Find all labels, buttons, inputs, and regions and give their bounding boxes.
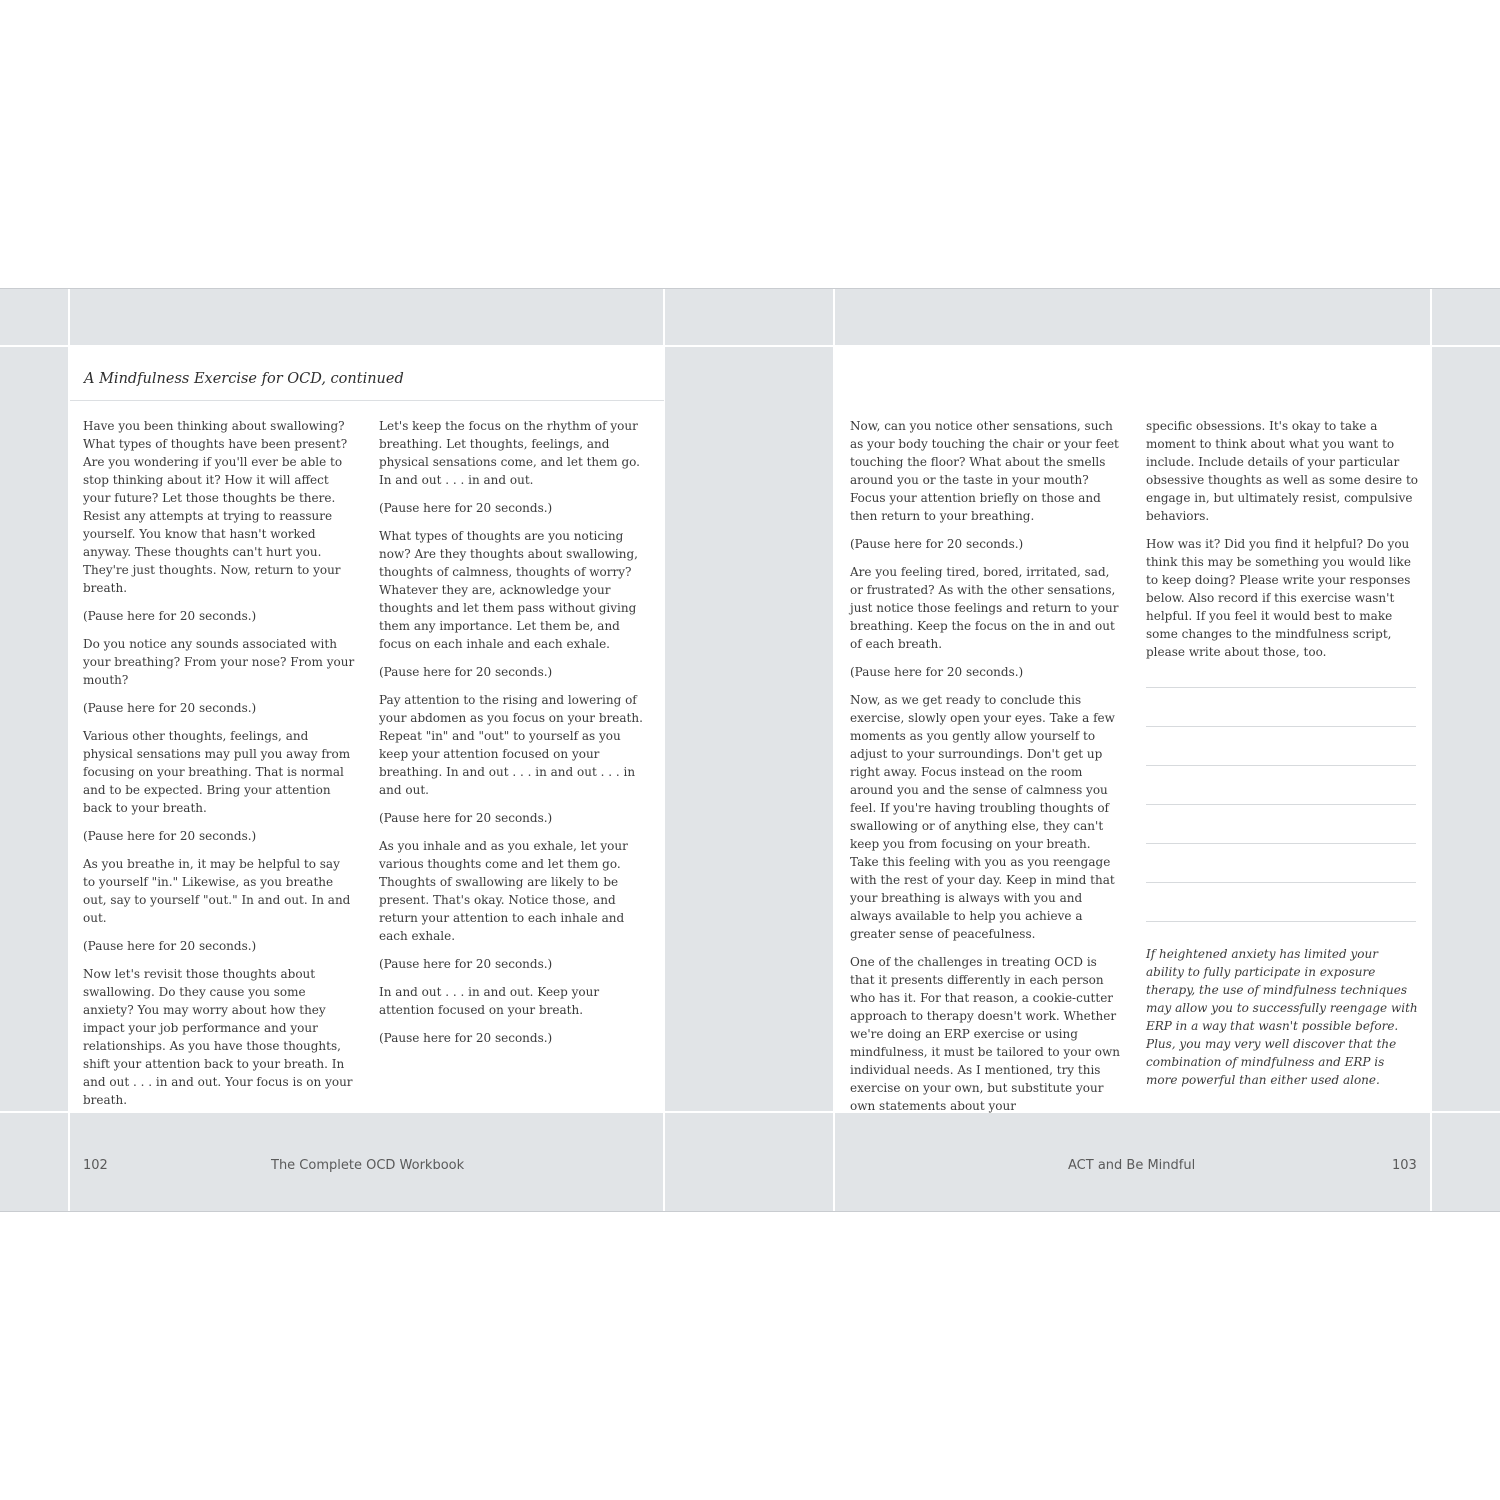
running-head-rule xyxy=(70,400,664,401)
body-paragraph: How was it? Did you find it helpful? Do you think this may be something you would like to keep doing? Please write your responses below. Also record if this exercise wasn't helpful. If you feel it would best to make some changes to the mindfulness script, please write about those, too. xyxy=(1146,537,1411,659)
left-column-1 xyxy=(83,417,355,1119)
body-paragraph: (Pause here for 20 seconds.) xyxy=(379,665,553,679)
body-paragraph: Do you notice any sounds associated with your breathing? From your nose? From your mouth? xyxy=(83,637,355,687)
body-paragraph: Various other thoughts, feelings, and physical sensations may pull you away from focusing on your breathing. That is normal and to be expected. Bring your attention back to your breath. xyxy=(83,729,351,815)
body-paragraph: Let's keep the focus on the rhythm of your breathing. Let thoughts, feelings, and physical sensations come, and let them go. In and out . . . in and out. xyxy=(379,419,640,487)
body-paragraph: In and out . . . in and out. Keep your attention focused on your breath. xyxy=(379,985,600,1017)
body-paragraph: (Pause here for 20 seconds.) xyxy=(379,811,553,825)
right-column-2 xyxy=(1146,417,1418,671)
left-column-2 xyxy=(379,417,651,1057)
body-paragraph: Now, can you notice other sensations, such as your body touching the chair or your feet touching the floor? What about the smells around you or the taste in your mouth? Focus your attention briefly on those and then return to your breathing. xyxy=(850,419,1119,523)
book-spread xyxy=(0,288,1500,1212)
body-paragraph: (Pause here for 20 seconds.) xyxy=(83,829,257,843)
response-line[interactable] xyxy=(1146,843,1416,844)
right-page-number: 103 xyxy=(1392,1158,1417,1173)
left-page-number: 102 xyxy=(83,1158,108,1173)
body-paragraph: As you breathe in, it may be helpful to say to yourself "in." Likewise, as you breathe out, say to yourself "out." In and out. In and out. xyxy=(83,857,351,925)
body-paragraph: (Pause here for 20 seconds.) xyxy=(379,957,553,971)
body-paragraph: Pay attention to the rising and lowering of your abdomen as you focus on your breath. Repeat "in" and "out" to yourself as you keep your attention focused on your breathing. In and out . . . in and out . . . in and out. xyxy=(379,693,643,797)
body-paragraph: One of the challenges in treating OCD is that it presents differently in each person who has it. For that reason, a cookie-cutter approach to therapy doesn't work. Whether we're doing an ERP exercise or using mindfulness, it must be tailored to your own individual needs. As I mentioned, try this exercise on your own, but substitute your own statements about your xyxy=(850,955,1120,1113)
body-paragraph: Are you feeling tired, bored, irritated, sad, or frustrated? As with the other sensations, just notice those feelings and return to your breathing. Keep the focus on the in and out of each breath. xyxy=(850,565,1119,651)
response-line[interactable] xyxy=(1146,882,1416,883)
guide-line xyxy=(1430,289,1432,1211)
book-title: The Complete OCD Workbook xyxy=(271,1158,465,1173)
body-paragraph: Now, as we get ready to conclude this exercise, slowly open your eyes. Take a few moments as you gently allow yourself to adjust to your surroundings. Don't get up right away. Focus instead on the room around you and the sense of calmness you feel. If you're having troubling thoughts of swallowing or of anything else, they can't keep you from focusing on your breath. Take this feeling with you as you reengage with the rest of your day. Keep in mind that your breathing is always with you and always available to help you achieve a greater sense of peacefulness. xyxy=(850,693,1115,941)
response-line[interactable] xyxy=(1146,765,1416,766)
response-line[interactable] xyxy=(1146,804,1416,805)
note-text: If heightened anxiety has limited your ability to fully participate in exposure therapy, the use of mindfulness techniques may allow you to successfully reengage with ERP in a way that wasn't possible before. Plus, you may very well discover that the combination of mindfulness and ERP is more powerful than either used alone. xyxy=(1146,947,1418,1087)
body-paragraph: (Pause here for 20 seconds.) xyxy=(83,609,257,623)
chapter-title: ACT and Be Mindful xyxy=(1068,1158,1196,1173)
body-paragraph: (Pause here for 20 seconds.) xyxy=(83,701,257,715)
body-paragraph: (Pause here for 20 seconds.) xyxy=(83,939,257,953)
response-line[interactable] xyxy=(1146,921,1416,922)
response-line[interactable] xyxy=(1146,687,1416,688)
sidebar-note xyxy=(1146,945,1418,1099)
body-paragraph: Now let's revisit those thoughts about swallowing. Do they cause you some anxiety? You may worry about how they impact your job performance and your relationships. As you have those thoughts, shift your attention back to your breath. In and out . . . in and out. Your focus is on your breath. xyxy=(83,967,353,1107)
body-paragraph: (Pause here for 20 seconds.) xyxy=(379,1031,553,1045)
body-paragraph: (Pause here for 20 seconds.) xyxy=(850,537,1024,551)
response-line[interactable] xyxy=(1146,726,1416,727)
right-column-1 xyxy=(850,417,1122,1125)
body-paragraph: As you inhale and as you exhale, let your various thoughts come and let them go. Thoughts of swallowing are likely to be present. That's okay. Notice those, and return your attention to each inhale and each exhale. xyxy=(379,839,628,943)
body-paragraph: What types of thoughts are you noticing now? Are they thoughts about swallowing, thoughts of calmness, thoughts of worry? Whatever they are, acknowledge your thoughts and let them pass without giving them any importance. Let them be, and focus on each inhale and each exhale. xyxy=(379,529,638,651)
body-paragraph: Have you been thinking about swallowing? What types of thoughts have been present? Are you wondering if you'll ever be able to stop thinking about it? How it will affect your future? Let those thoughts be there. Resist any attempts at trying to reassure yourself. You know that hasn't worked anyway. These thoughts can't hurt you. They're just thoughts. Now, return to your breath. xyxy=(83,419,348,595)
body-paragraph: (Pause here for 20 seconds.) xyxy=(379,501,553,515)
body-paragraph: specific obsessions. It's okay to take a moment to think about what you want to include. Include details of your particular obsessive thoughts as well as some desire to engage in, but ultimately resist, compulsive behaviors. xyxy=(1146,419,1418,523)
running-head: A Mindfulness Exercise for OCD, continued xyxy=(84,371,404,387)
body-paragraph: (Pause here for 20 seconds.) xyxy=(850,665,1024,679)
